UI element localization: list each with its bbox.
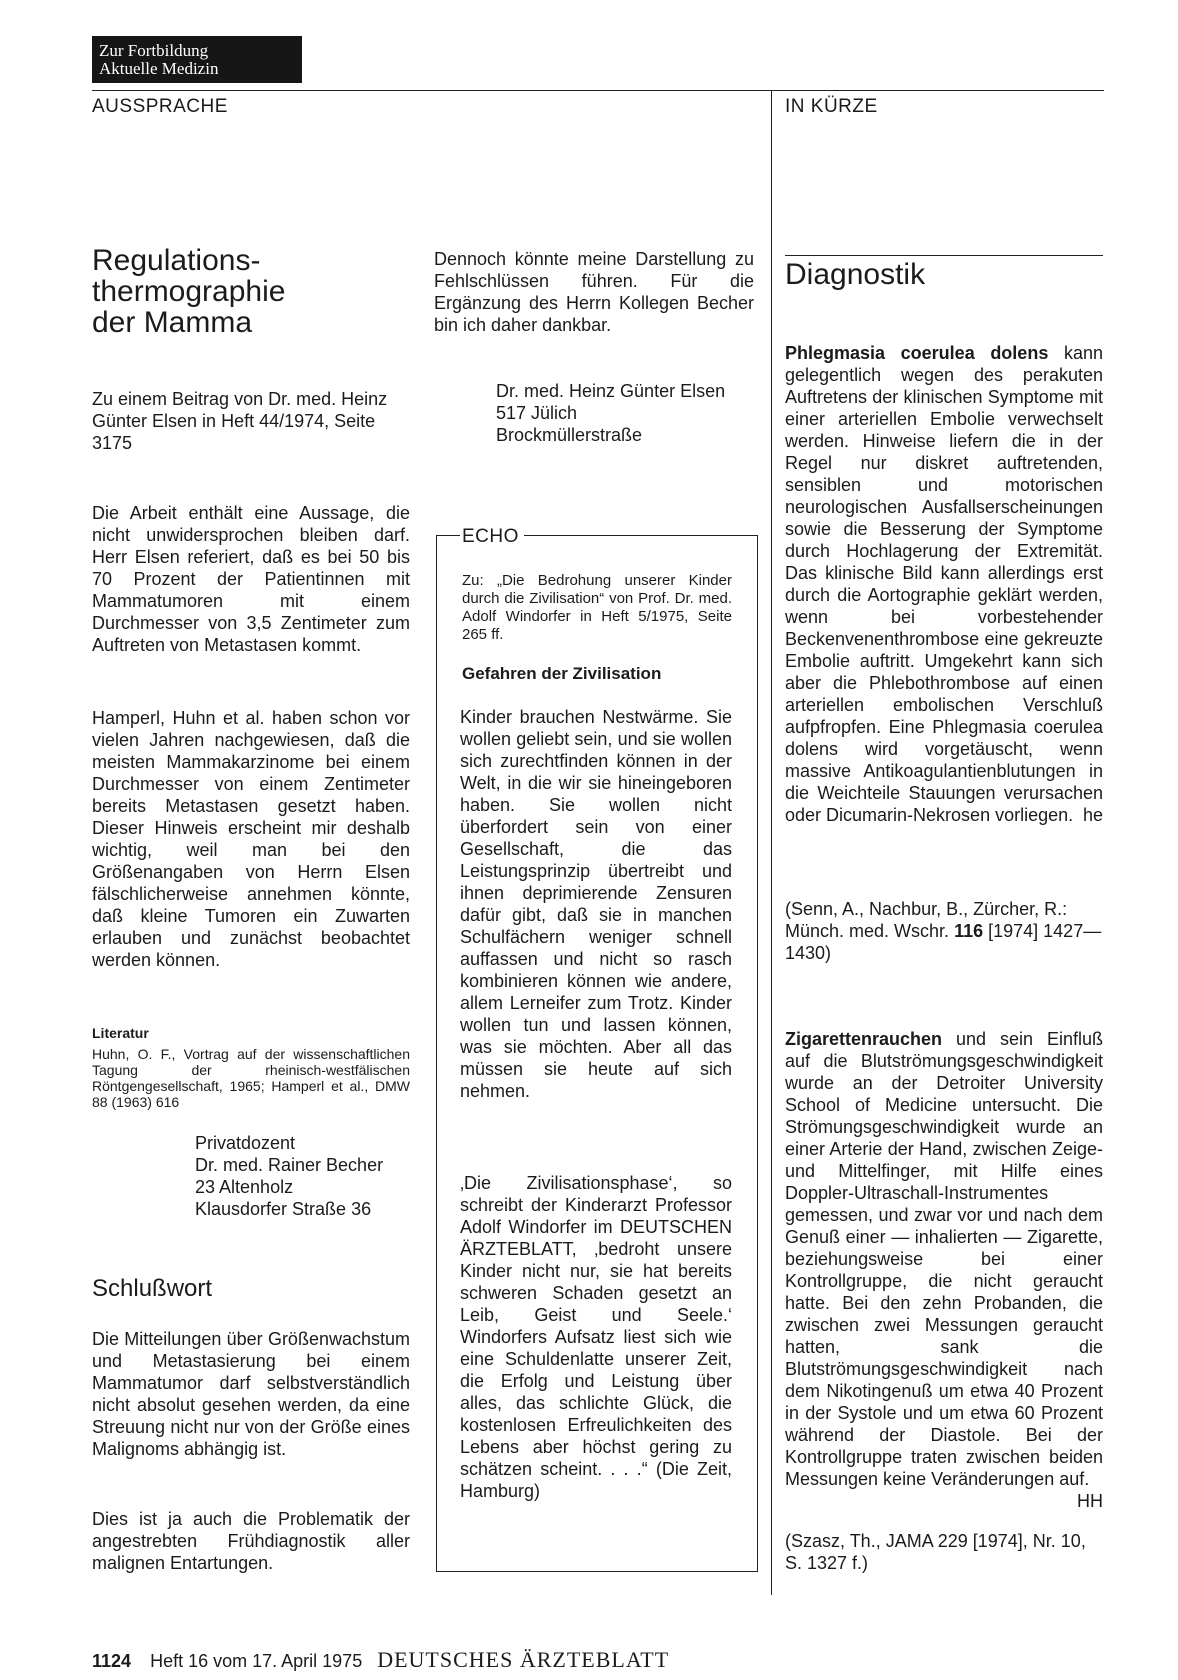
echo-paragraph-1: Kinder brauchen Nestwärme. Sie wollen geliebt sein, und sie wollen sich zurechtfinden können in der Welt, in die wir sie hineingeboren haben. Sie wollen nicht überfordert sein von einer Gesellschaft, die das Leistungsprinzip übertreibt und ihnen deprimierende Zensuren dafür gibt, daß sie in manchen Schulfächern weniger schnell auffassen und nicht so rasch kombinieren können wie andere, allem Lerneifer zum Trotz. Kinder wollen tun und lassen können, was sie möchten. Aber all das müssen sie heute auf sich nehmen.	[460, 707, 732, 1101]
article-subtitle: Zu einem Beitrag von Dr. med. Heinz Günter Elsen in Heft 44/1974, Seite 3175	[92, 389, 388, 453]
reply-paragraph-1: Die Mitteilungen über Größenwachstum und Metastasierung bei einem Mammatumor darf selbstverständlich nicht absolut gesehen werden, da eine Streuung nicht nur von der Größe eines Malignoms abhängig ist.	[92, 1329, 410, 1459]
header-rule	[92, 90, 1104, 91]
kurz-item-2-text: und sein Einfluß auf die Blutströmungsgeschwindigkeit wurde an der Detroiter University School of Medicine untersucht. Die Strömungsgeschwindigkeit wurde an einer Arterie der Hand, zwischen Zeige- und Mittelfinger, mit Hilfe eines Doppler-Ultraschall-Instrumentes gemessen, und zwar vor und nach dem Genuß einer — inhalierten — Zigarette, beziehungsweise bei einer Kontrollgruppe, die nicht geraucht hatte. Bei den zehn Probanden, die zwischen zwei Messungen geraucht hatten, sank die Blutströmungsgeschwindigkeit nach dem Nikotingenuß um etwa 40 Prozent in der Systole und um etwa 60 Prozent während der Diastole. Bei der Kontrollgruppe traten zwischen beiden Messungen keine Veränderungen auf.	[785, 1029, 1103, 1489]
author-signature-becher: Privatdozent Dr. med. Rainer Becher 23 Altenholz Klausdorfer Straße 36	[195, 1133, 384, 1219]
section-label-aussprache: AUSSPRACHE	[92, 96, 228, 117]
kurz-item-1-text: kann gelegentlich wegen des perakuten Auftretens der klinischen Symptome mit einer arteriellen Embolie verwechselt werden. Hinweise liefern die in der Regel nur diskret auftretenden, sensiblen und motorischen neurologischen Ausfallserscheinungen sowie die Besserung der Symptome durch Hochlagerung der Extremität. Das klinische Bild kann allerdings erst durch die Aortographie geklärt werden, wenn bei vorbestehender Beckenvenenthrombose eine gekreuzte Embolie auftritt. Umgekehrt kann sich aber die Phlebothrombose auf einen arteriellen embolischen Verschluß aufpfropfen. Eine Phlegmasia coerulea dolens wird vorgetäuscht, wenn massive Antikoagulantienblutungen in die Weichteile Stauungen verursachen oder Dicumarin-Nekrosen vorliegen.	[785, 343, 1103, 825]
literature-heading: Literatur	[92, 1025, 149, 1041]
reply-title: Schlußwort	[92, 1275, 213, 1302]
reply-paragraph-2: Dies ist ja auch die Problematik der angestrebten Frühdiagnostik aller malignen Entartungen.	[92, 1509, 410, 1573]
echo-heading: Gefahren der Zivilisation	[462, 664, 662, 683]
article-paragraph-2: Hamperl, Huhn et al. haben schon vor vielen Jahren nachgewiesen, daß die meisten Mammakarzinome bei einem Durchmesser von einem Zentimeter bereits Metastasen gesetzt haben. Dieser Hinweis erscheint mir deshalb wichtig, weil man bei den Größenangaben von Herrn Elsen fälschlicherweise annehmen könnte, daß kleine Tumoren ein Zuwarten erlauben und zunächst beobachtet werden können.	[92, 708, 410, 970]
article-title: Regulations-thermographie der Mamma	[92, 244, 286, 339]
badge-line-2: Aktuelle Medizin	[99, 59, 219, 78]
issue-info: Heft 16 vom 17. April 1975	[150, 1651, 363, 1671]
page-footer	[92, 1647, 669, 1673]
badge-line-1: Zur Fortbildung	[99, 41, 209, 60]
page-number: 1124	[92, 1651, 132, 1671]
kurz-item-1-ref: (Senn, A., Nachbur, B., Zürcher, R.: Münch. med. Wschr. 116 [1974] 1427—1430)	[785, 899, 1102, 963]
kurz-item-2-lead: Zigarettenrauchen	[785, 1029, 943, 1049]
section-label-in-kuerze: IN KÜRZE	[785, 96, 878, 117]
column-divider	[771, 90, 772, 1595]
kurz-item-2-ref: (Szasz, Th., JAMA 229 [1974], Nr. 10, S. 1327 f.)	[785, 1531, 1086, 1573]
echo-box-top-left	[436, 535, 460, 536]
kurz-item-1	[785, 342, 1103, 826]
echo-paragraph-2: ‚Die Zivilisationsphase‘, so schreibt der Kinderarzt Professor Adolf Windorfer im DEUTSCHEN ÄRZTEBLATT, ‚bedroht unsere Kinder nicht nur, sie hat bereits schweren Schaden gesetzt an Leib, Geist und Seele.‘ Windorfers Aufsatz liest sich wie eine Schuldenlatte unserer Zeit, die Erfolg und Leistung über alles, das schlichte Glück, die kostenlosen Erfreulichkeiten des Lebens aber höchst gering zu schätzen scheint. . . .“ (Die Zeit, Hamburg)	[460, 1173, 732, 1501]
kurz-title: Diagnostik	[785, 258, 926, 291]
literature-text: Huhn, O. F., Vortrag auf der wissenschaftlichen Tagung der rheinisch-westfälischen Röntgengesellschaft, 1965; Hamperl et al., DMW 88 (1963) 616	[92, 1046, 410, 1110]
kurz-item-1-lead: Phlegmasia coerulea dolens	[785, 343, 1049, 363]
kurz-item-1-sign: he	[1082, 805, 1103, 825]
article-paragraph-1: Die Arbeit enthält eine Aussage, die nicht unwidersprochen bleiben darf. Herr Elsen referiert, daß es bei 50 bis 70 Prozent der Patientinnen mit Mammatumoren mit einem Durchmesser von 3,5 Zentimeter zum Auftreten von Metastasen kommt.	[92, 503, 410, 655]
section-badge	[92, 36, 302, 83]
echo-label: ECHO	[462, 526, 519, 547]
kurz-item-2-sign: HH	[1077, 1491, 1103, 1511]
author-signature-elsen: Dr. med. Heinz Günter Elsen 517 Jülich Brockmüllerstraße	[496, 381, 726, 445]
echo-box-top-right	[524, 535, 758, 536]
reply-paragraph-3: Dennoch könnte meine Darstellung zu Fehlschlüssen führen. Für die Ergänzung des Herrn Kollegen Becher bin ich daher dankbar.	[434, 249, 754, 335]
diagnostik-rule	[785, 255, 1103, 256]
echo-intro: Zu: „Die Bedrohung unserer Kinder durch die Zivilisation“ von Prof. Dr. med. Adolf Windorfer in Heft 5/1975, Seite 265 ff.	[462, 572, 732, 643]
journal-name: DEUTSCHES ÄRZTEBLATT	[377, 1647, 670, 1672]
kurz-item-2	[785, 1028, 1103, 1512]
